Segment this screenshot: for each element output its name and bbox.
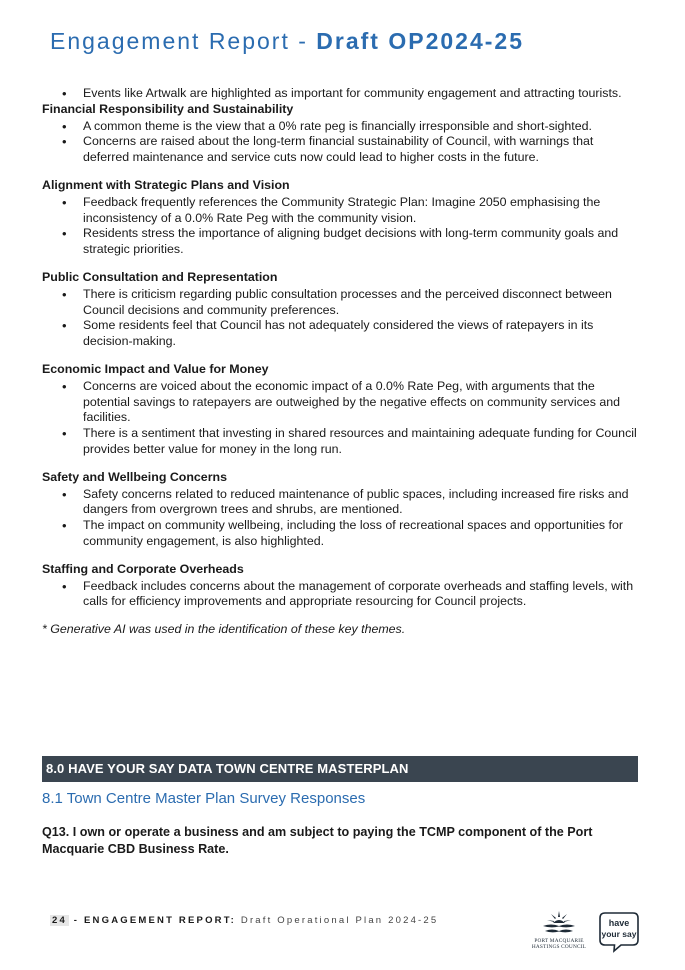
ai-disclaimer-note: * Generative AI was used in the identification of these key themes. xyxy=(42,622,406,637)
hys-logo-line2: your say xyxy=(601,929,637,939)
section-heading: Safety and Wellbeing Concerns xyxy=(42,469,227,484)
theme-section xyxy=(42,362,642,458)
council-emblem-icon xyxy=(537,908,581,938)
section-bullet-list xyxy=(42,119,642,166)
section-bullet-list xyxy=(42,579,642,611)
survey-question: Q13. I own or operate a business and am subject to paying the TCMP component of the Port Macquarie CBD Business Rate. xyxy=(42,825,593,856)
section-bullet-list xyxy=(42,487,642,550)
section-bullet: • Residents stress the importance of aligning budget decisions with long-term community goals and strategic priorities. xyxy=(42,226,642,258)
section-banner: 8.0 HAVE YOUR SAY DATA TOWN CENTRE MASTERPLAN xyxy=(42,756,638,782)
section-heading: Financial Responsibility and Sustainability xyxy=(42,101,294,116)
hys-logo-line1: have xyxy=(608,918,630,928)
section-bullet-list xyxy=(42,195,642,258)
page-footer xyxy=(50,915,438,926)
subsection-title: 8.1 Town Centre Master Plan Survey Responses xyxy=(42,790,366,807)
header-title-main: Engagement Report - xyxy=(50,28,317,54)
section-bullet: • There is a sentiment that investing in shared resources and maintaining adequate funding for Council provides better value for money in the long run. xyxy=(42,426,642,458)
section-bullet-list xyxy=(42,379,642,458)
theme-section xyxy=(42,562,642,610)
header-title-bold: Draft OP2024-25 xyxy=(316,28,524,54)
theme-section xyxy=(42,270,642,350)
council-logo-line1: PORT MACQUARIE xyxy=(534,938,584,944)
theme-section xyxy=(42,102,642,166)
intro-bullet-list xyxy=(42,86,642,102)
theme-section xyxy=(42,178,642,258)
section-bullet-list xyxy=(42,287,642,350)
section-heading: Economic Impact and Value for Money xyxy=(42,361,269,376)
have-your-say-logo-icon xyxy=(597,910,641,954)
section-bullet: • Feedback includes concerns about the management of corporate overheads and staffing levels, with calls for efficiency improvements and appropriate resourcing for Council projects. xyxy=(42,579,642,611)
section-bullet: • There is criticism regarding public consultation processes and the perceived disconnect between Council decisions and community preferences. xyxy=(42,287,642,319)
theme-section xyxy=(42,470,642,550)
council-logo-icon xyxy=(526,908,592,956)
section-bullet: • Some residents feel that Council has not adequately considered the views of ratepayers in its decision-making. xyxy=(42,318,642,350)
intro-bullet: • Events like Artwalk are highlighted as important for community engagement and attracting tourists. xyxy=(42,86,642,102)
section-heading: Staffing and Corporate Overheads xyxy=(42,561,244,576)
report-content xyxy=(42,86,642,650)
section-bullet: • Safety concerns related to reduced maintenance of public spaces, including increased fire risks and dangers from overgrown trees and shrubs, are mentioned. xyxy=(42,487,642,519)
footer-label: - ENGAGEMENT REPORT: xyxy=(68,915,237,926)
section-bullet: • A common theme is the view that a 0% rate peg is financially irresponsible and short-sighted. xyxy=(42,119,642,135)
footer-subtitle: Draft Operational Plan 2024-25 xyxy=(236,915,439,926)
section-bullet: • Feedback frequently references the Community Strategic Plan: Imagine 2050 emphasising the inconsistency of a 0.0% Rate Peg with the community vision. xyxy=(42,195,642,227)
council-logo-line2: HASTINGS COUNCIL xyxy=(531,944,587,950)
section-heading: Alignment with Strategic Plans and Vision xyxy=(42,177,290,192)
section-bullet: • Concerns are voiced about the economic impact of a 0.0% Rate Peg, with arguments that the potential savings to ratepayers are outweighed by the negative effects on community services and facilities. xyxy=(42,379,642,426)
section-bullet: • The impact on community wellbeing, including the loss of recreational spaces and opportunities for community engagement, is also highlighted. xyxy=(42,518,642,550)
page-number: 24 xyxy=(52,915,67,926)
page-header-title xyxy=(50,28,524,55)
section-heading: Public Consultation and Representation xyxy=(42,269,278,284)
section-bullet: • Concerns are raised about the long-term financial sustainability of Council, with warnings that deferred maintenance and service cuts now could lead to higher costs in the future. xyxy=(42,134,642,166)
